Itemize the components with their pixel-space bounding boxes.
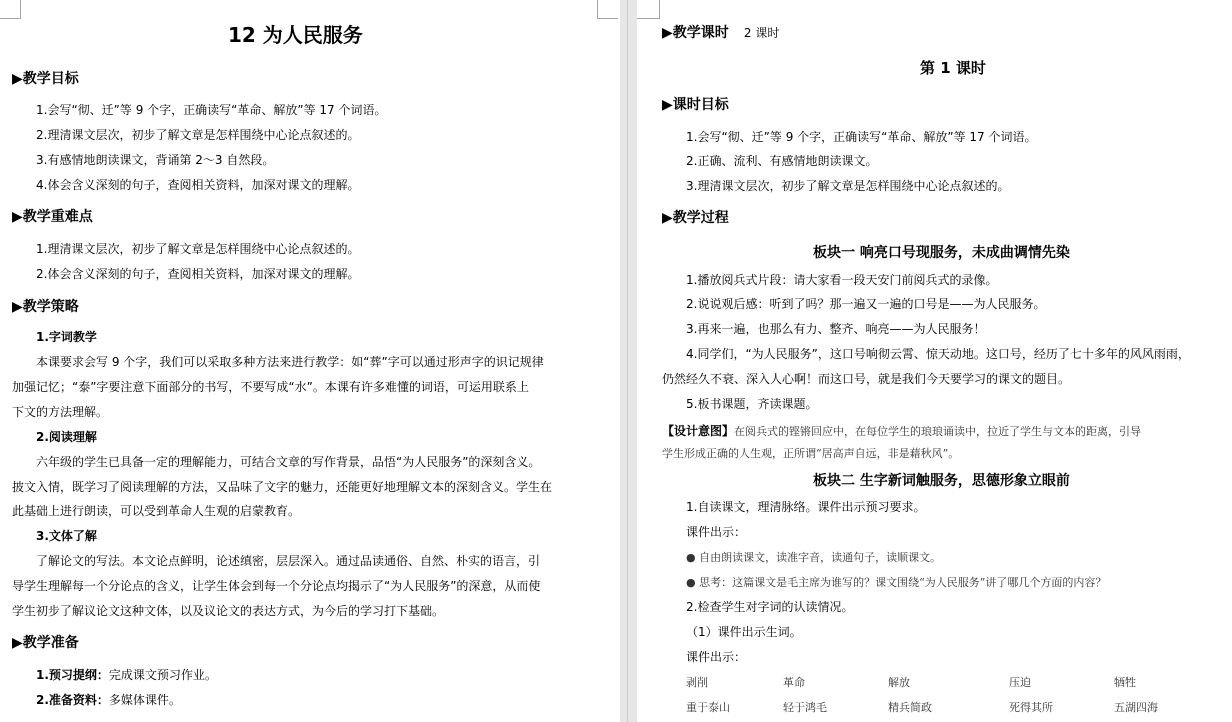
goal-item: 2.理清课文层次，初步了解文章是怎样围绕中心论点叙述的。 <box>36 128 360 142</box>
document-page-right <box>637 0 1232 722</box>
design-label: 【设计意图】 <box>662 424 735 438</box>
heading-strategy: ▶教学策略 <box>12 299 79 315</box>
lesson-goal-item: 2.正确、流利、有感情地朗读课文。 <box>686 154 878 168</box>
word-item: 剥削 <box>686 676 708 689</box>
word-item: 死得其所 <box>1009 701 1053 714</box>
heading-goals: ▶教学目标 <box>12 71 79 87</box>
courseware-label: 课件出示： <box>686 525 747 539</box>
hours-value: 2 课时 <box>743 26 780 40</box>
strategy-subtitle: 1.字词教学 <box>36 330 97 344</box>
page-corner-mark <box>637 0 660 19</box>
word-item: 重于泰山 <box>686 701 730 714</box>
process-line: 2.说说观后感：听到了吗？那一遍又一遍的口号是——为人民服务。 <box>686 297 1046 311</box>
paragraph-line: 此基础上进行朗读，可以受到革命人生观的启蒙教育。 <box>12 504 301 518</box>
paragraph-line: 本课要求会写 9 个字，我们可以采取多种方法来进行教学：如“葬”字可以通过形声字的识记规律 <box>36 355 544 369</box>
prep-text: 完成课文预习作业。 <box>108 668 217 682</box>
keypoint-item: 2.体会含义深刻的句子，查阅相关资料，加深对课文的理解。 <box>36 267 360 281</box>
lesson-title: 第 1 课时 <box>920 59 986 77</box>
paragraph-line: 加强记忆；“泰”字要注意下面部分的书写，不要写成“水”。本课有许多难懂的词语，可运用联系上 <box>12 380 529 394</box>
goal-item: 1.会写“彻、迁”等 9 个字，正确读写“革命、解放”等 17 个词语。 <box>36 103 387 117</box>
prep-label: 1.预习提纲： <box>36 668 109 682</box>
process-line: 3.再来一遍，也那么有力、整齐、响亮——为人民服务！ <box>686 322 986 336</box>
paragraph-line: 披文入情，既学习了阅读理解的方法，又品味了文字的魅力，还能更好地理解文本的深刻含义。学生在 <box>12 480 553 494</box>
prep-item <box>36 667 217 683</box>
prep-label: 2.准备资料： <box>36 693 109 707</box>
hours-row <box>662 22 779 42</box>
heading-prep: ▶教学准备 <box>12 635 79 651</box>
process-line: 2.检查学生对字词的认读情况。 <box>686 600 854 614</box>
goal-item: 3.有感情地朗读课文，背诵第 2～3 自然段。 <box>36 153 275 167</box>
paragraph-line: 导学生理解每一个分论点的含义，让学生体会到每一个分论点均揭示了“为人民服务”的深意，从而使 <box>12 579 541 593</box>
page-gap <box>620 0 637 722</box>
process-line: 1.自读课文，理清脉络。课件出示预习要求。 <box>686 500 926 514</box>
bullet-item: ● 自由朗读课文，读准字音，读通句子，读顺课文。 <box>686 551 942 564</box>
strategy-subtitle: 3.文体了解 <box>36 529 97 543</box>
process-line: 5.板书课题，齐读课题。 <box>686 397 818 411</box>
paragraph-line: 六年级的学生已具备一定的理解能力，可结合文章的写作背景，品悟“为人民服务”的深刻含义。 <box>36 455 541 469</box>
paragraph-line: 学生初步了解议论文这种文体，以及议论文的表达方式，为今后的学习打下基础。 <box>12 604 445 618</box>
paragraph-line: 了解论文的写法。本文论点鲜明，论述缜密，层层深入。通过品读通俗、自然、朴实的语言，引 <box>36 554 541 568</box>
courseware-label: 课件出示： <box>686 650 747 664</box>
process-line: （1）课件出示生词。 <box>686 625 802 639</box>
word-item: 五湖四海 <box>1114 701 1158 714</box>
word-item: 压迫 <box>1009 676 1031 689</box>
prep-item <box>36 692 181 708</box>
gap-divider <box>627 0 628 722</box>
keypoint-item: 1.理清课文层次，初步了解文章是怎样围绕中心论点叙述的。 <box>36 242 360 256</box>
lesson-goal-item: 1.会写“彻、迁”等 9 个字，正确读写“革命、解放”等 17 个词语。 <box>686 130 1037 144</box>
process-line: 4.同学们，“为人民服务”，这口号响彻云霄、惊天动地。这口号，经历了七十多年的风风雨雨， <box>686 347 1190 361</box>
heading-process: ▶教学过程 <box>662 210 729 226</box>
block-title: 板块二 生字新词触服务，思德形象立眼前 <box>813 473 1070 489</box>
page-title: 12 为人民服务 <box>228 23 363 47</box>
lesson-goal-item: 3.理清课文层次，初步了解文章是怎样围绕中心论点叙述的。 <box>686 179 1010 193</box>
word-item: 牺牲 <box>1114 676 1136 689</box>
page-corner-mark <box>0 0 21 19</box>
process-line: 仍然经久不衰、深入人心啊！而这口号，就是我们今天要学习的课文的题目。 <box>662 372 1071 386</box>
hours-label: ▶教学课时 <box>662 25 729 41</box>
paragraph-line: 下文的方法理解。 <box>12 405 109 419</box>
word-item: 轻于鸿毛 <box>783 701 827 714</box>
goal-item: 4.体会含义深刻的句子，查阅相关资料，加深对课文的理解。 <box>36 178 360 192</box>
bullet-item: ● 思考：这篇课文是毛主席为谁写的？课文围绕“为人民服务”讲了哪几个方面的内容？ <box>686 576 1107 589</box>
word-item: 精兵简政 <box>888 701 932 714</box>
prep-text: 多媒体课件。 <box>108 693 181 707</box>
strategy-subtitle: 2.阅读理解 <box>36 430 97 444</box>
heading-keypoints: ▶教学重难点 <box>12 209 93 225</box>
word-item: 解放 <box>888 676 910 689</box>
page-corner-mark <box>597 0 618 19</box>
design-text: 学生形成正确的人生观，正所谓“居高声自远，非是藉秋风”。 <box>662 447 960 460</box>
design-text: 在阅兵式的铿锵回应中，在每位学生的琅琅诵读中，拉近了学生与文本的距离，引导 <box>734 425 1142 438</box>
word-item: 革命 <box>783 676 805 689</box>
block-title: 板块一 响亮口号现服务，未成曲调情先染 <box>813 245 1070 261</box>
process-line: 1.播放阅兵式片段：请大家看一段天安门前阅兵式的录像。 <box>686 273 998 287</box>
design-intent <box>662 420 1141 439</box>
heading-lesson-goals: ▶课时目标 <box>662 97 729 113</box>
